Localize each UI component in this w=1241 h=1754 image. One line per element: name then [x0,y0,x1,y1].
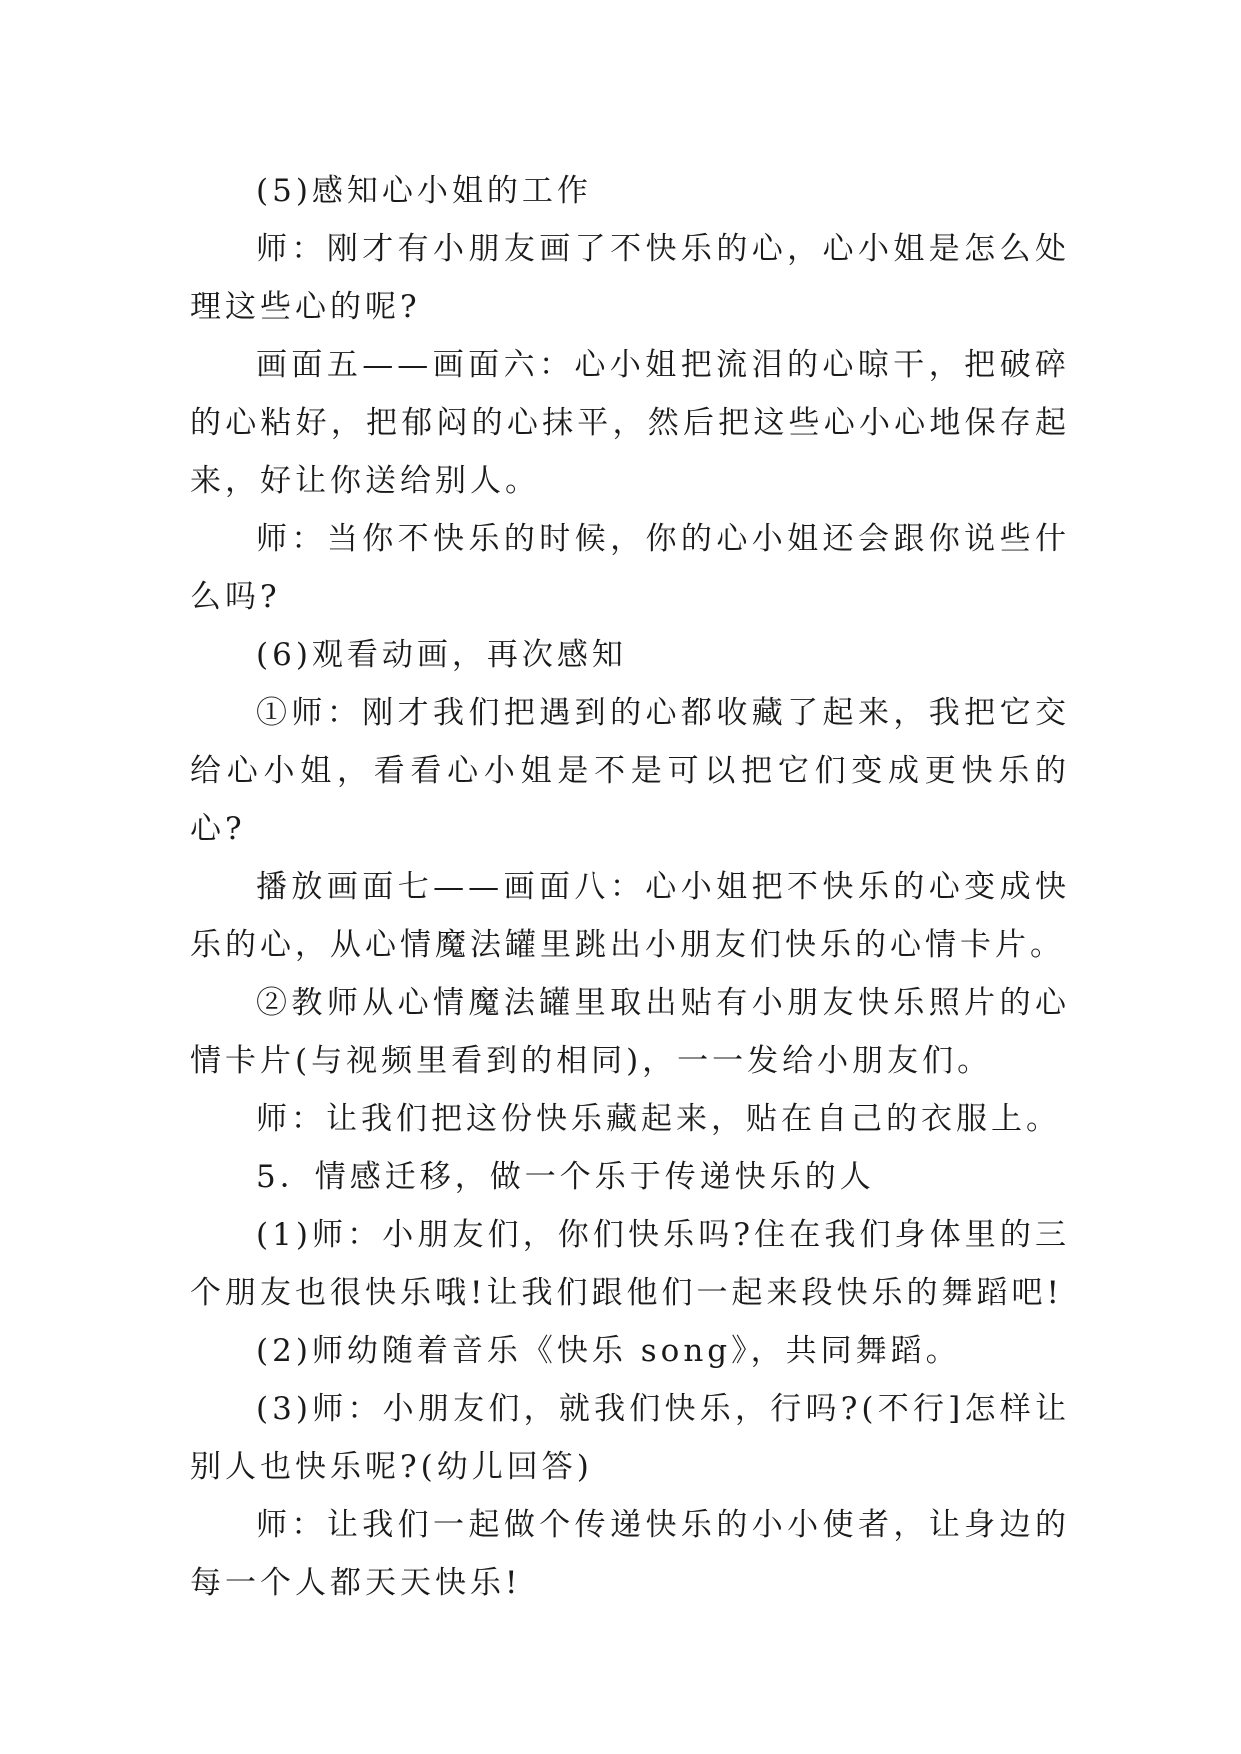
paragraph: (3)师：小朋友们，就我们快乐，行吗?(不行]怎样让别人也快乐呢?(幼儿回答) [190,1391,1070,1485]
paragraph: 师：让我们把这份快乐藏起来，贴在自己的衣服上。 [256,1101,1061,1137]
document-body [190,162,1070,1612]
paragraph: (2)师幼随着音乐《快乐 song》，共同舞蹈。 [256,1333,961,1369]
paragraph: 师：当你不快乐的时候，你的心小姐还会跟你说些什么吗? [190,521,1070,615]
paragraph: 师：刚才有小朋友画了不快乐的心，心小姐是怎么处理这些心的呢? [190,231,1070,325]
paragraph: 5．情感迁移，做一个乐于传递快乐的人 [256,1159,875,1195]
paragraph: ①师：刚才我们把遇到的心都收藏了起来，我把它交给心小姐，看看心小姐是不是可以把它们变成更快乐的心? [190,695,1070,847]
paragraph: (1)师：小朋友们，你们快乐吗?住在我们身体里的三个朋友也很快乐哦!让我们跟他们一起来段快乐的舞蹈吧! [190,1217,1070,1311]
paragraph: (6)观看动画，再次感知 [256,637,627,673]
paragraph: 画面五——画面六：心小姐把流泪的心晾干，把破碎的心粘好，把郁闷的心抹平，然后把这些心小心地保存起来，好让你送给别人。 [190,347,1070,499]
paragraph: ②教师从心情魔法罐里取出贴有小朋友快乐照片的心情卡片(与视频里看到的相同)，一一发给小朋友们。 [190,985,1070,1079]
paragraph: 播放画面七——画面八：心小姐把不快乐的心变成快乐的心，从心情魔法罐里跳出小朋友们快乐的心情卡片。 [190,869,1070,963]
paragraph: (5)感知心小姐的工作 [256,173,592,209]
paragraph: 师：让我们一起做个传递快乐的小小使者，让身边的每一个人都天天快乐! [190,1507,1070,1601]
